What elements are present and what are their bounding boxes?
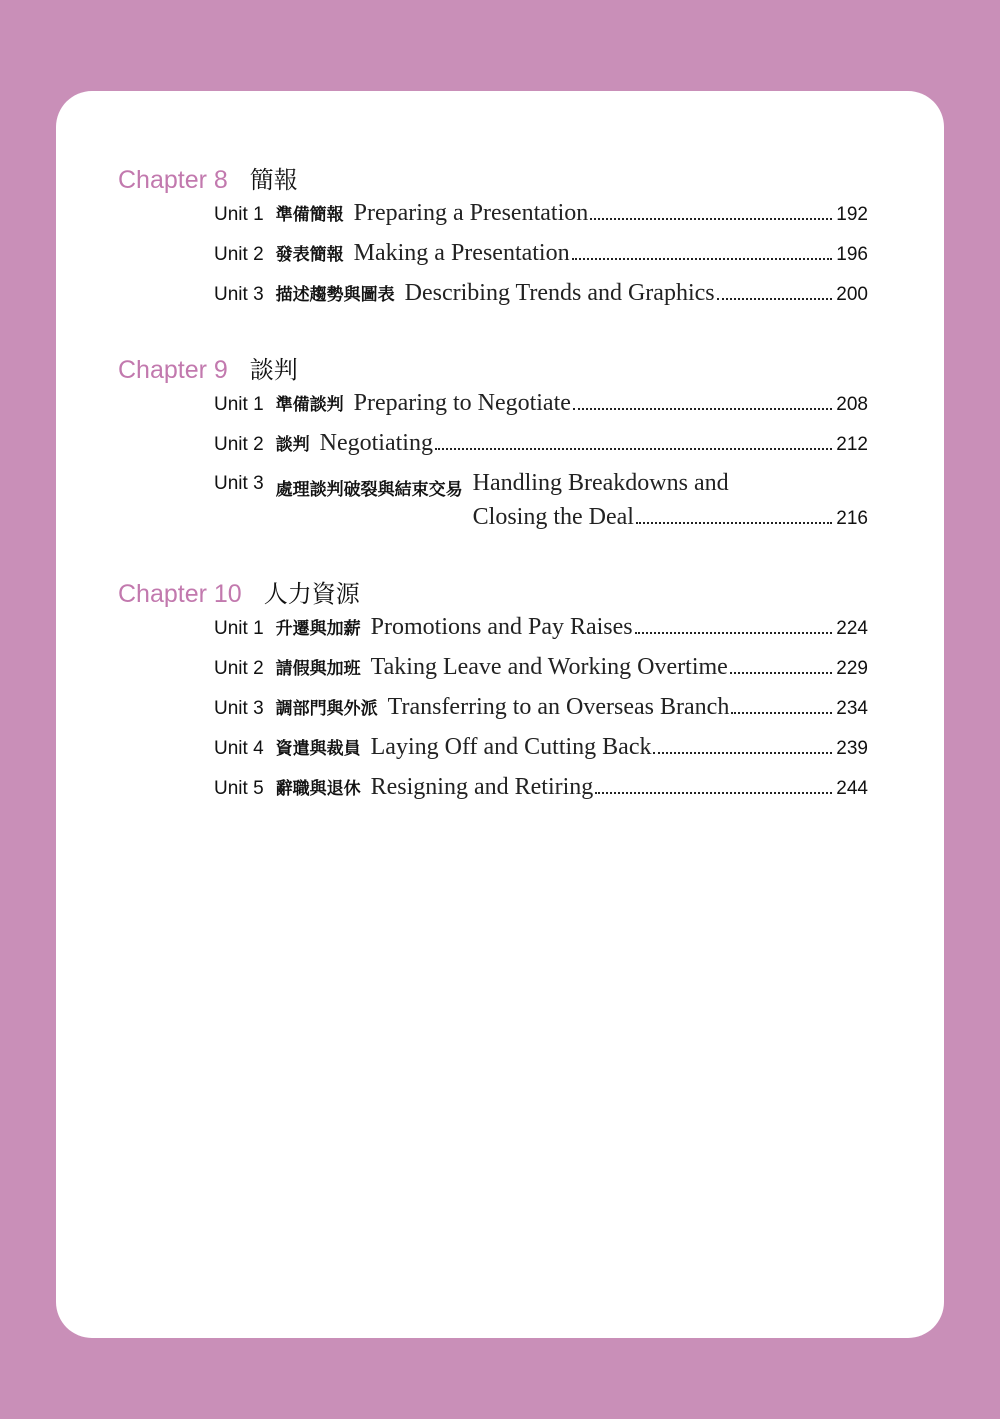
- chapter-label: Chapter 8: [118, 166, 228, 194]
- unit-title-zh: 調部門與外派: [275, 699, 378, 719]
- dot-leader: [730, 672, 832, 674]
- unit-title-en: Resigning and Retiring: [370, 774, 594, 800]
- page-number: 234: [836, 698, 868, 719]
- unit-label: Unit 2: [214, 658, 264, 679]
- page-number: 216: [836, 508, 868, 529]
- chapter-heading: [118, 574, 868, 614]
- unit-title-zh: 準備談判: [275, 395, 344, 415]
- toc-entry[interactable]: [214, 734, 868, 774]
- chapter-label: Chapter 9: [118, 356, 228, 384]
- unit-title-zh: 資遣與裁員: [275, 739, 361, 759]
- unit-label: Unit 3: [214, 284, 264, 305]
- unit-title-en: Making a Presentation: [353, 240, 570, 266]
- unit-title-en: Preparing a Presentation: [353, 200, 589, 226]
- unit-title-zh: 升遷與加薪: [275, 619, 361, 639]
- toc-entry[interactable]: [214, 694, 868, 734]
- dot-leader: [731, 712, 832, 714]
- unit-label: Unit 2: [214, 244, 264, 265]
- page-number: 196: [836, 244, 868, 265]
- page-number: 212: [836, 434, 868, 455]
- page-number: 208: [836, 394, 868, 415]
- page-number: 192: [836, 204, 868, 225]
- toc-entry[interactable]: [214, 774, 868, 814]
- unit-title-zh: 發表簡報: [275, 245, 344, 265]
- unit-title-en: Preparing to Negotiate: [353, 390, 571, 416]
- toc-entry[interactable]: [214, 240, 868, 280]
- toc-entry[interactable]: [214, 200, 868, 240]
- chapter-title: 簡報: [249, 166, 298, 194]
- unit-title-zh: 談判: [275, 435, 310, 455]
- unit-label: Unit 3: [214, 698, 264, 719]
- toc-entry[interactable]: [214, 390, 868, 430]
- dot-leader: [572, 258, 833, 260]
- unit-title-en-block: [473, 470, 868, 544]
- unit-label: Unit 3: [214, 473, 264, 494]
- unit-label: Unit 5: [214, 778, 264, 799]
- chapter-title: 人力資源: [263, 580, 360, 608]
- dot-leader: [590, 218, 832, 220]
- unit-title-zh: 辭職與退休: [275, 779, 361, 799]
- page-number: 224: [836, 618, 868, 639]
- unit-label: Unit 2: [214, 434, 264, 455]
- page-number: 244: [836, 778, 868, 799]
- unit-title-en: Taking Leave and Working Overtime: [370, 654, 728, 680]
- unit-title-zh: 請假與加班: [275, 659, 361, 679]
- dot-leader: [717, 298, 833, 300]
- page-number: 229: [836, 658, 868, 679]
- dot-leader: [635, 632, 833, 634]
- dot-leader: [573, 408, 832, 410]
- toc-entry[interactable]: [214, 280, 868, 320]
- unit-title-en: Promotions and Pay Raises: [370, 614, 633, 640]
- chapter-8: [118, 160, 868, 320]
- unit-title-en-line1: Handling Breakdowns and: [472, 470, 729, 496]
- unit-label: Unit 4: [214, 738, 264, 759]
- unit-title-zh: 準備簡報: [275, 205, 344, 225]
- page-number: 200: [836, 284, 868, 305]
- unit-label: Unit 1: [214, 204, 264, 225]
- dot-leader: [435, 448, 832, 450]
- unit-title-zh: 處理談判破裂與結束交易: [275, 480, 463, 500]
- dot-leader: [653, 752, 832, 754]
- toc-entry[interactable]: [214, 654, 868, 694]
- toc-entry[interactable]: [214, 430, 868, 470]
- toc-entry[interactable]: [214, 614, 868, 654]
- page-number: 239: [836, 738, 868, 759]
- unit-title-en: Describing Trends and Graphics: [404, 280, 715, 306]
- unit-title-en-line2: Closing the Deal: [472, 504, 634, 530]
- unit-title-en: Laying Off and Cutting Back: [370, 734, 652, 760]
- dot-leader: [595, 792, 832, 794]
- unit-title-en: Negotiating: [319, 430, 433, 456]
- unit-title-en: Transferring to an Overseas Branch: [387, 694, 730, 720]
- chapter-10: [118, 574, 868, 814]
- unit-label: Unit 1: [214, 618, 264, 639]
- chapter-heading: [118, 160, 868, 200]
- unit-title-zh: 描述趨勢與圖表: [275, 285, 395, 305]
- chapter-label: Chapter 10: [118, 580, 242, 608]
- unit-label: Unit 1: [214, 394, 264, 415]
- dot-leader: [636, 522, 832, 524]
- chapter-9: [118, 350, 868, 544]
- chapter-title: 談判: [249, 356, 298, 384]
- table-of-contents: [118, 160, 868, 844]
- chapter-heading: [118, 350, 868, 390]
- toc-entry[interactable]: [214, 470, 868, 544]
